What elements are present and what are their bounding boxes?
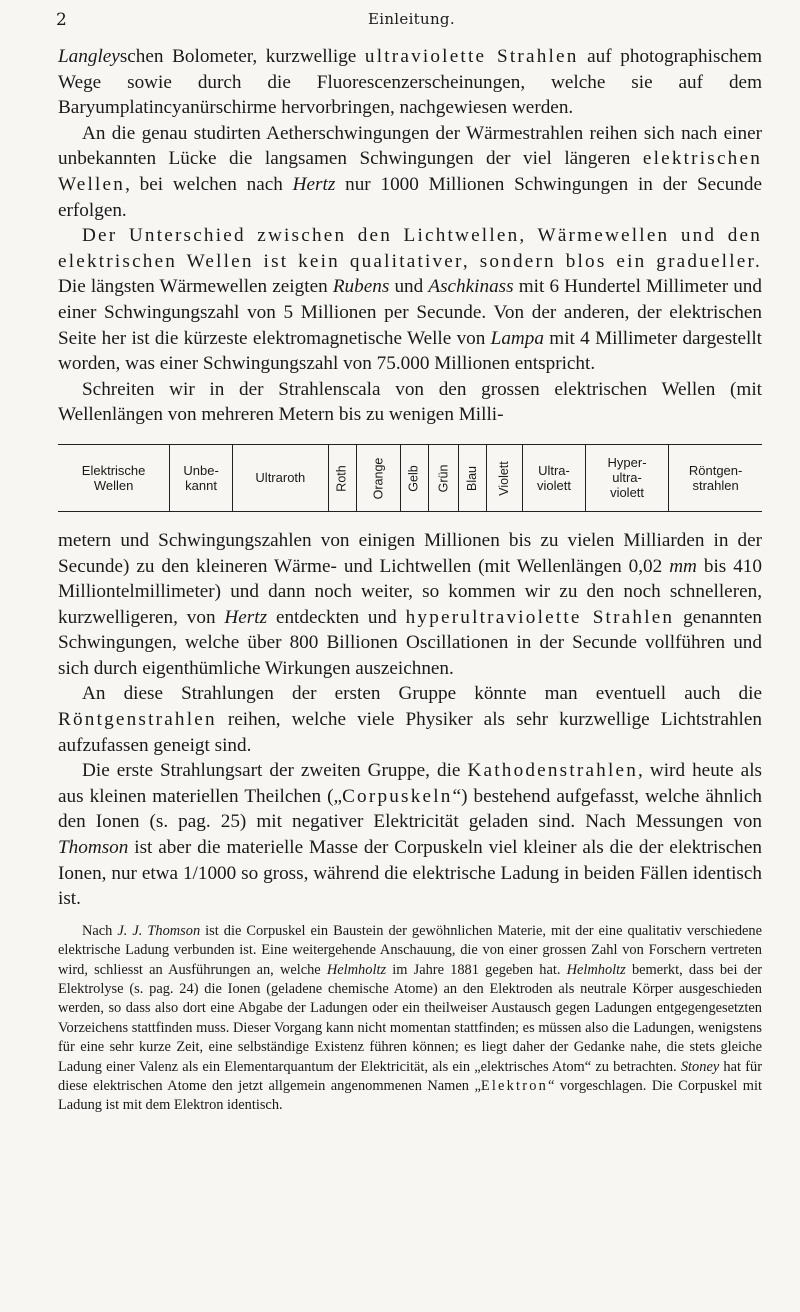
- cell-orange: Orange: [356, 444, 400, 511]
- cell-roth: Roth: [328, 444, 356, 511]
- paragraph-3: Der Unterschied zwischen den Lichtwellen, Wärmewellen und den elektrischen Wellen ist kein qualitativer, sondern blos ein gradueller. Die längsten Wärmewellen zeigten Rubens und Aschkinass mit 6 Hundertel Millimeter und einer Schwingungszahl von 5 Millionen per Secunde. Von der anderen, der elektrischen Seite her ist die kürzeste elektromagnetische Welle von Lampa mit 4 Millimeter dargestellt worden, was einer Schwingungszahl von 75.000 Millionen entspricht.: [58, 225, 763, 375]
- author-name: Thomson: [58, 837, 129, 859]
- cell-hyperultraviolett: Hyper- ultra- violett: [585, 444, 668, 511]
- cell-ultraroth: Ultraroth: [232, 444, 328, 511]
- spectrum-table: [58, 444, 762, 512]
- cell-violett: Violett: [486, 444, 523, 511]
- author-name: Hertz: [292, 173, 336, 195]
- emphasis: Elektron: [480, 1078, 548, 1095]
- fraction: 1/1000: [182, 862, 237, 884]
- page: [58, 10, 762, 1116]
- cell-blau: Blau: [458, 444, 486, 511]
- author-name: Stoney: [680, 1058, 720, 1075]
- emphasis: Der Unterschied zwischen den Lichtwellen, Wärmewellen und den elektrischen Wellen ist kein qualitativer, sondern blos ein gradueller.: [58, 225, 762, 272]
- paragraph-2: An die genau studirten Aetherschwingungen der Wärmestrahlen reihen sich nach einer unbekannten Lücke die langsamen Schwingungen der viel längeren elektrischen Wellen, bei welchen nach Hertz nur 1000 Millionen Schwingungen in der Secunde erfolgen.: [58, 122, 763, 221]
- emphasis: Kathodenstrahlen: [467, 760, 639, 782]
- paragraph-7: Die erste Strahlungsart der zweiten Gruppe, die Kathodenstrahlen, wird heute als aus kleinen materiellen Theilchen („Corpuskeln“) bestehend aufgefasst, welche ähnlich den Ionen (s. pag. 25) mit negativer Elektricität geladen sind. Nach Messungen von Thomson ist aber die materielle Masse der Corpuskeln viel kleiner als die der elektrischen Ionen, nur etwa 1/1000 so gross, während die elektrische Ladung in beiden Fällen identisch ist.: [58, 760, 762, 910]
- cell-roentgenstrahlen: Röntgen- strahlen: [669, 444, 762, 511]
- author-name: Langley: [58, 46, 120, 67]
- cell-ultraviolett: Ultra- violett: [523, 444, 586, 511]
- unit: mm: [669, 555, 697, 577]
- paragraph-5: metern und Schwingungszahlen von einigen Millionen bis zu vielen Milliarden in der Secunde) zu den kleineren Wärme- und Lichtwellen (mit Wellenlängen 0,02 mm bis 410 Milliontelmillimeter) und dann noch weiter, so kommen wir zu den noch schnelleren, kurzwelligeren, von Hertz entdeckten und hyperultraviolette Strahlen genannten Schwingungen, welche über 800 Billionen Oscillationen in der Secunde vollführen und sich durch eigenthümliche Wirkungen auszeichnen.: [58, 529, 762, 679]
- author-name: Helmholtz: [326, 961, 387, 978]
- cell-elektrische-wellen: Elektrische Wellen: [58, 444, 170, 511]
- author-name: Hertz: [224, 606, 268, 628]
- emphasis: hyperultraviolette Strahlen: [405, 606, 675, 628]
- author-name: Aschkinass: [428, 276, 514, 298]
- cell-gelb: Gelb: [400, 444, 428, 511]
- running-title: Einleitung.: [368, 10, 455, 28]
- emphasis: elektrischen Wellen: [58, 148, 762, 195]
- cell-gruen: Grün: [429, 444, 459, 511]
- author-name: Rubens: [332, 276, 390, 298]
- emphasis: ultraviolette Strahlen: [364, 46, 579, 67]
- footnote: Nach J. J. Thomson ist die Corpuskel ein Baustein der gewöhnlichen Materie, mit der eine qualitativ verschiedene elektrische Ladung verbunden ist. Eine weitergehende Anschauung, die von einer grossen Zahl von Forschern vertreten wird, schliesst an Ausführungen an, welche Helmholtz im Jahre 1881 gegeben hat. Helmholtz bemerkt, dass bei der Elektrolyse (s. pag. 24) die Ionen (geladene chemische Atome) an den Elektroden als neutrale Körper ausgeschieden werden, so dass also dort eine Abgabe der Ladungen oder ein theilweiser Austausch gegen Ladungen entgegengesetzten Vorzeichens stattfinden muss. Dieser Vorgang kann nicht momentan stattfinden; es müssen also die Ladungen, wenigstens für eine sehr kurze Zeit, eine selbständige Existenz führen können; es liegt daher der Gedanke nahe, die stets gleiche Ladung einer Valenz als ein Elementarquantum der Elektricität, als ein „elektrisches Atom“ zu betrachten. Stoney hat für diese elektrischen Atome den jetzt allgemein angenommenen Namen „Elektron“ vorgeschlagen. Die Corpuskel mit Ladung ist mit dem Elektron identisch.: [58, 922, 762, 1114]
- paragraph-6: An diese Strahlungen der ersten Gruppe könnte man eventuell auch die Röntgenstrahlen reihen, welche viele Physiker als sehr kurzwellige Lichtstrahlen aufzufassen geneigt sind.: [58, 683, 762, 756]
- spectrum-row: [58, 444, 762, 511]
- paragraph-1: Langleyschen Bolometer, kurzwellige ultraviolette Strahlen auf photographischem Wege sowie durch die Fluorescenzerscheinungen, welche sie auf dem Baryumplatincyanürschirme hervorbringen, nachgewiesen werden.: [58, 46, 762, 119]
- cell-unbekannt: Unbe- kannt: [170, 444, 233, 511]
- paragraph-4: Schreiten wir in der Strahlenscala von den grossen elektrischen Wellen (mit Wellenlängen von mehreren Metern bis zu wenigen Milli-: [58, 378, 762, 426]
- page-header: [58, 10, 762, 44]
- page-number: 2: [56, 10, 67, 30]
- author-name: Lampa: [490, 327, 544, 349]
- emphasis: Röntgenstrahlen: [58, 709, 217, 731]
- emphasis: Corpuskeln: [342, 785, 453, 807]
- author-name: Helmholtz: [566, 961, 626, 978]
- author-name: J. J. Thomson: [117, 922, 201, 939]
